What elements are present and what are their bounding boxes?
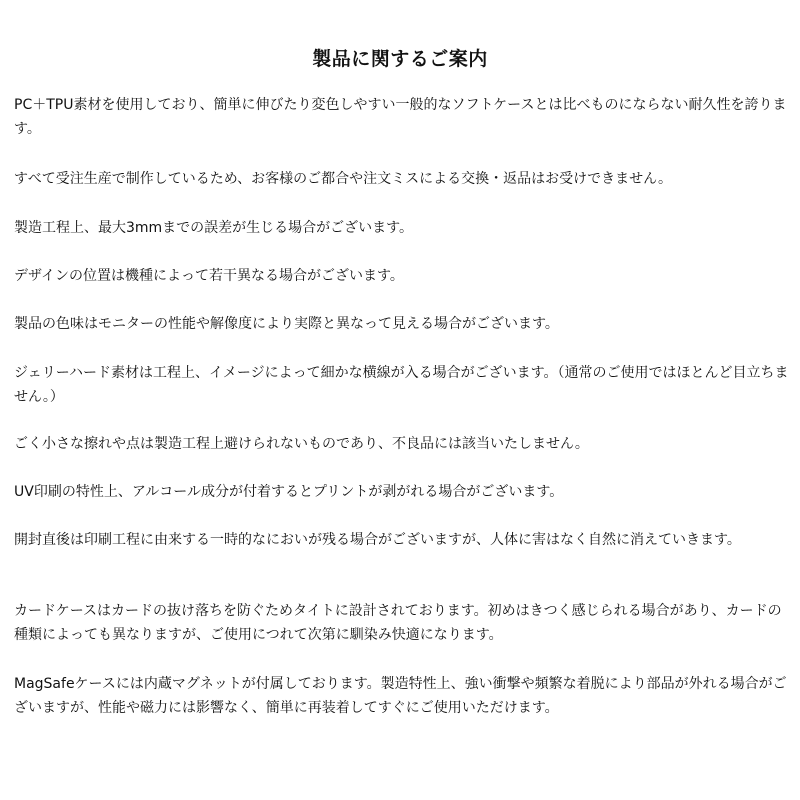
page-title: 製品に関するご案内 [312,48,488,70]
notice-paragraph-scratches: ごく小さな擦れや点は製造工程上避けられないものであり、不良品には該当いたしません。 [14,436,589,452]
notice-paragraph-card-case: カードケースはカードの抜け落ちを防ぐためタイトに設計されております。初めはきつく感じられる場合があり、カードの種類によっても異なりますが、ご使用につれて次第に馴染み快適になります。 [14,603,782,643]
notice-paragraph-uv-print: UV印刷の特性上、アルコール成分が付着するとプリントが剥がれる場合がございます。 [14,484,564,500]
notice-paragraph-made-to-order: すべて受注生産で制作しているため、お客様のご都合や注文ミスによる交換・返品はお受けできません。 [14,171,672,187]
notice-paragraph-jelly-hard: ジェリーハード素材は工程上、イメージによって細かな横線が入る場合がございます。（通常のご使用ではほとんど目立ちません。） [14,365,789,405]
notice-paragraph-odor: 開封直後は印刷工程に由来する一時的なにおいが残る場合がございますが、人体に害はなく自然に消えていきます。 [14,532,741,548]
notice-paragraph-tolerance: 製造工程上、最大3mmまでの誤差が生じる場合がございます。 [14,220,414,236]
notice-paragraph-magsafe: MagSafeケースには内蔵マグネットが付属しております。製造特性上、強い衝撃や頻繁な着脱により部品が外れる場合がございますが、性能や磁力には影響なく、簡単に再装着してすぐにご使用いただけます。 [14,676,787,716]
notice-paragraph-material: PC＋TPU素材を使用しており、簡単に伸びたり変色しやすい一般的なソフトケースとは比べものにならない耐久性を誇ります。 [14,97,787,137]
notice-paragraph-design-position: デザインの位置は機種によって若干異なる場合がございます。 [14,268,404,284]
notice-paragraph-color: 製品の色味はモニターの性能や解像度により実際と異なって見える場合がございます。 [14,316,559,332]
